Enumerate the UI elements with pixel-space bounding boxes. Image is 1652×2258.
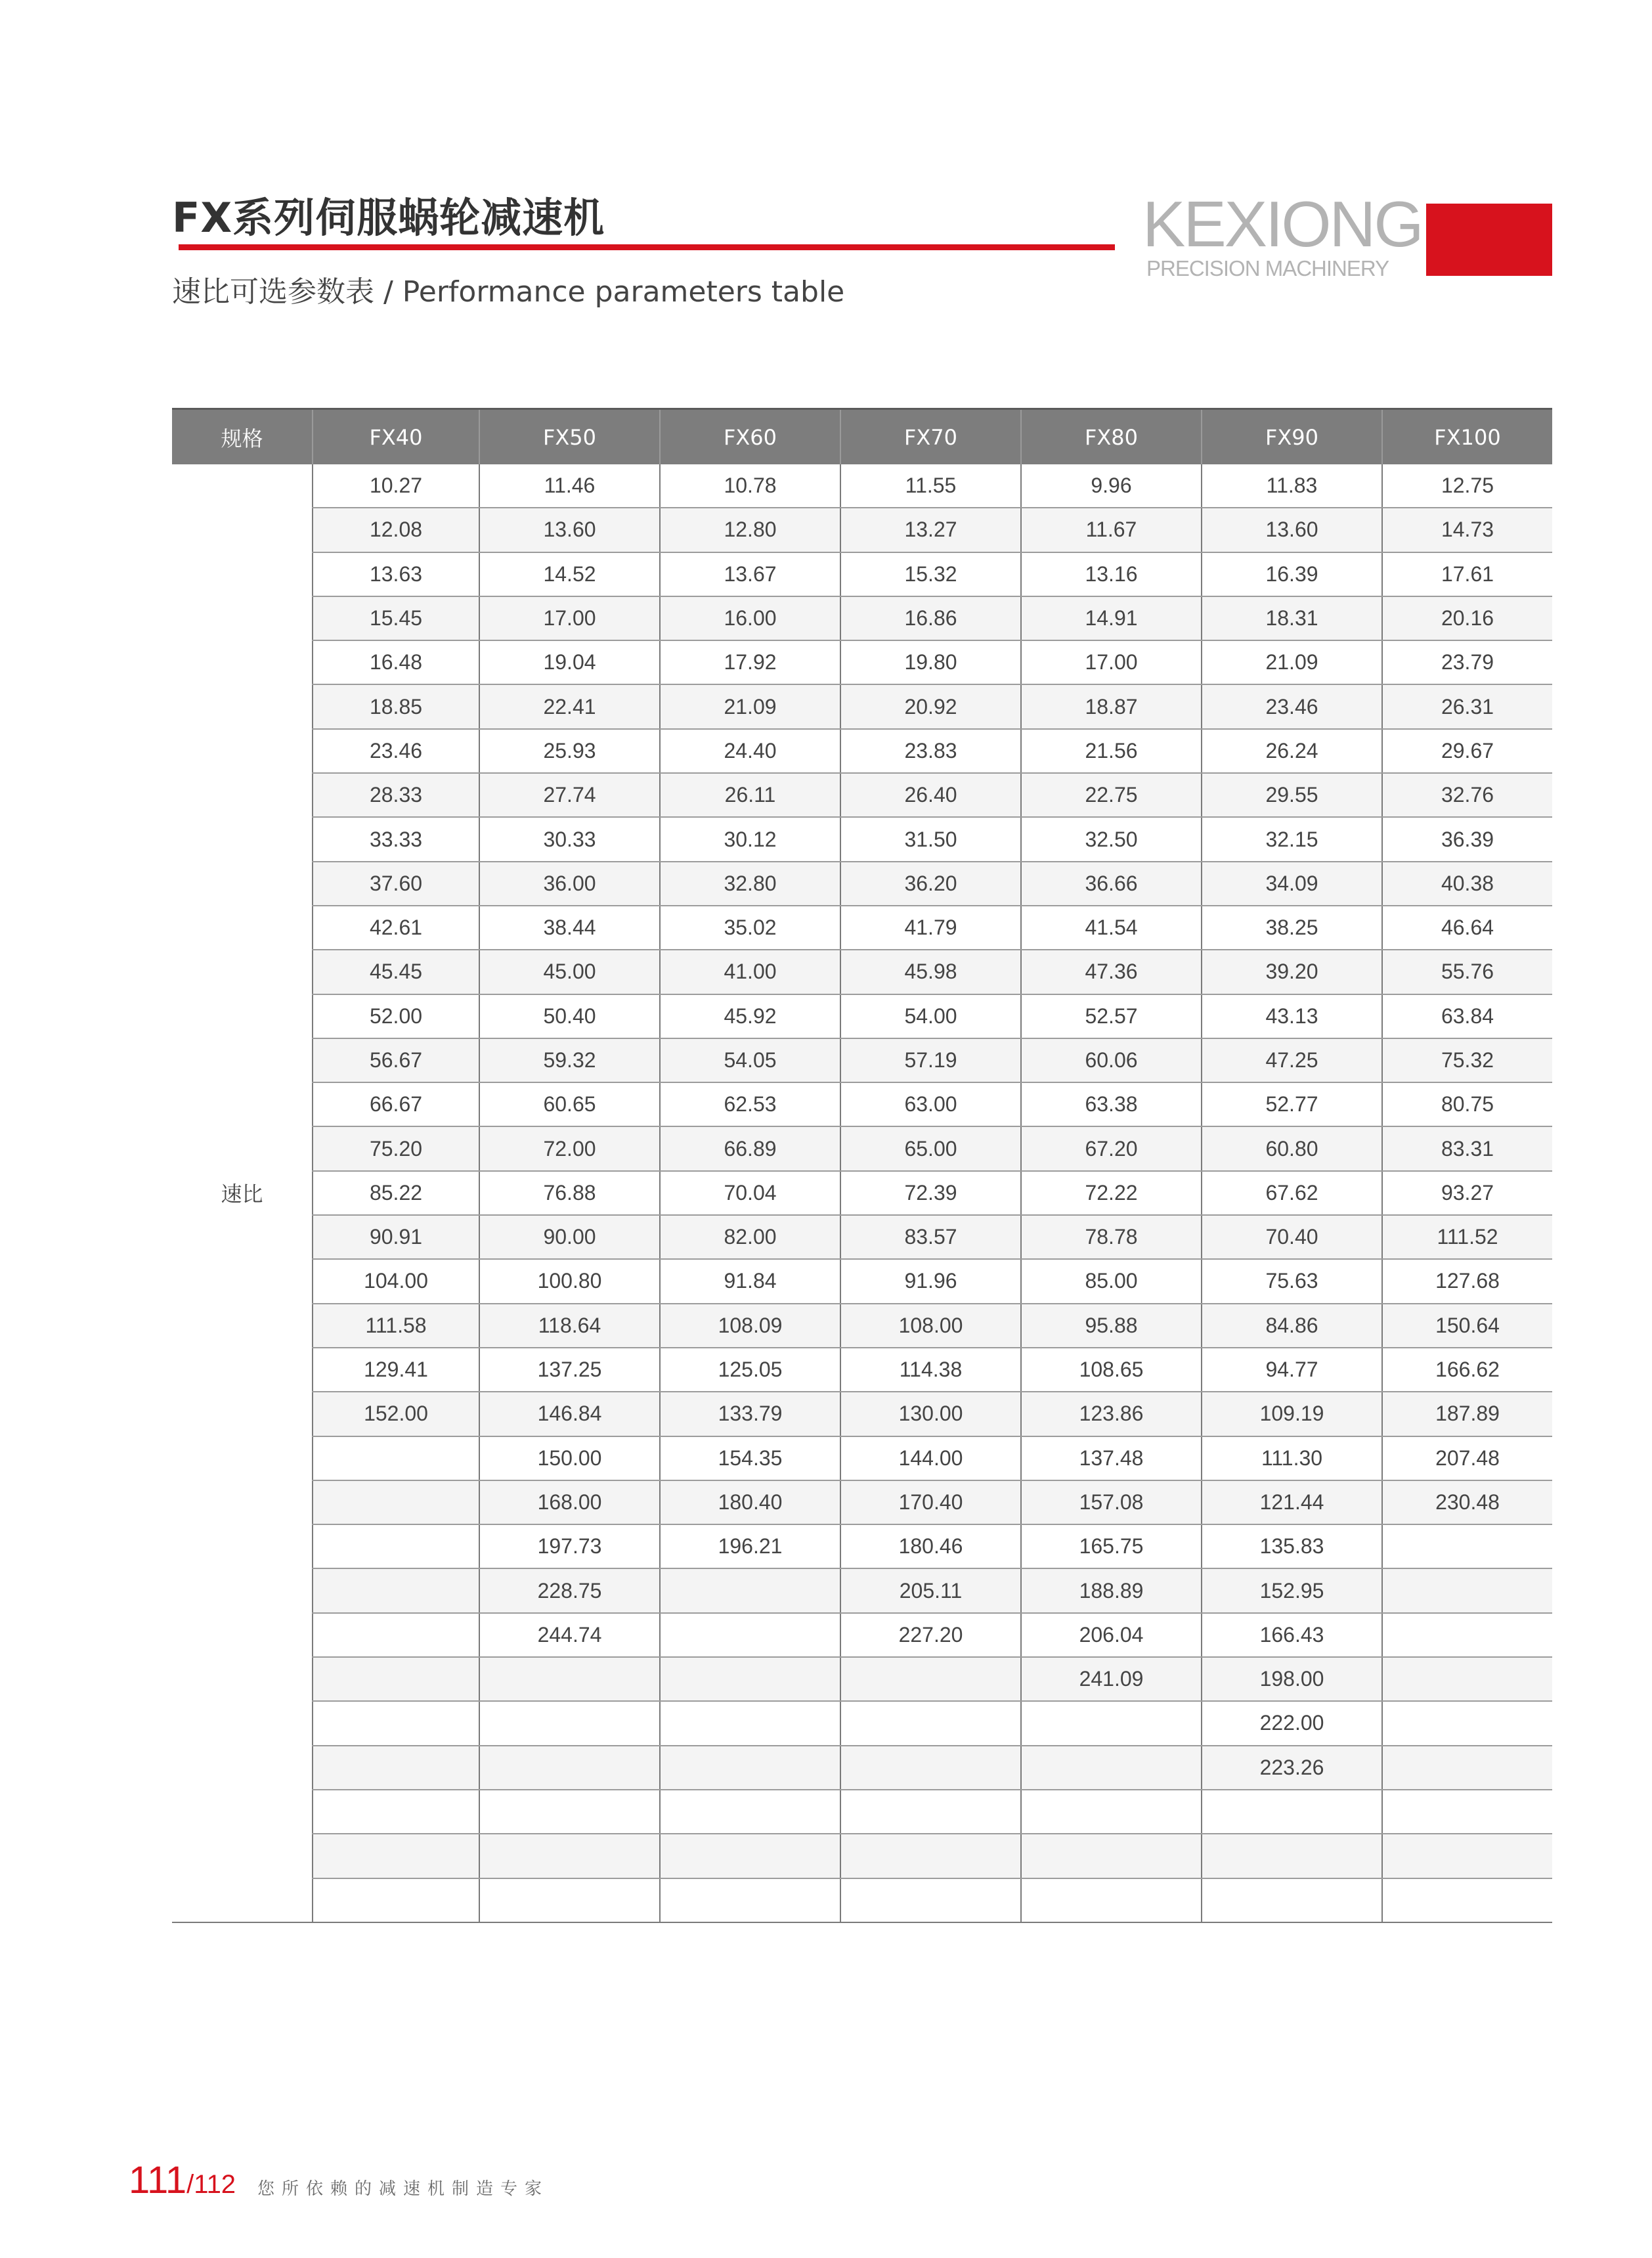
table-cell bbox=[660, 1790, 840, 1834]
table-cell: 54.00 bbox=[840, 994, 1021, 1038]
header-cell-fx50: FX50 bbox=[479, 409, 660, 465]
table-row bbox=[172, 1436, 1552, 1480]
table-cell: 129.41 bbox=[313, 1348, 479, 1392]
table-row bbox=[172, 1790, 1552, 1834]
table-cell: 170.40 bbox=[840, 1480, 1021, 1524]
table-cell: 54.05 bbox=[660, 1038, 840, 1082]
table-cell: 111.52 bbox=[1382, 1215, 1552, 1259]
table-cell bbox=[313, 1524, 479, 1568]
table-cell: 14.73 bbox=[1382, 508, 1552, 552]
table-cell: 22.41 bbox=[479, 684, 660, 728]
table-row bbox=[172, 1126, 1552, 1170]
table-cell bbox=[840, 1790, 1021, 1834]
table-cell: 146.84 bbox=[479, 1392, 660, 1436]
table-cell: 205.11 bbox=[840, 1568, 1021, 1612]
table-cell bbox=[479, 1746, 660, 1790]
table-row bbox=[172, 1082, 1552, 1126]
table-cell bbox=[479, 1701, 660, 1745]
table-cell: 16.00 bbox=[660, 596, 840, 640]
table-cell: 30.33 bbox=[479, 817, 660, 861]
table-cell: 45.98 bbox=[840, 950, 1021, 994]
table-row bbox=[172, 1304, 1552, 1348]
table-row bbox=[172, 1701, 1552, 1745]
table-cell: 17.00 bbox=[479, 596, 660, 640]
table-cell bbox=[660, 1701, 840, 1745]
table-header-row bbox=[172, 409, 1552, 465]
table-cell: 18.31 bbox=[1202, 596, 1382, 640]
header-cell-fx80: FX80 bbox=[1021, 409, 1202, 465]
table-row bbox=[172, 1568, 1552, 1612]
table-cell: 41.54 bbox=[1021, 906, 1202, 950]
table-cell: 12.75 bbox=[1382, 464, 1552, 508]
table-cell: 11.67 bbox=[1021, 508, 1202, 552]
table-cell: 47.36 bbox=[1021, 950, 1202, 994]
table-cell: 17.92 bbox=[660, 640, 840, 684]
table-cell: 17.61 bbox=[1382, 552, 1552, 596]
table-cell: 206.04 bbox=[1021, 1613, 1202, 1657]
table-cell: 10.78 bbox=[660, 464, 840, 508]
table-cell: 32.76 bbox=[1382, 773, 1552, 817]
table-cell: 150.00 bbox=[479, 1436, 660, 1480]
table-cell: 20.92 bbox=[840, 684, 1021, 728]
table-cell bbox=[1382, 1568, 1552, 1612]
table-cell: 36.20 bbox=[840, 862, 1021, 906]
table-cell: 70.04 bbox=[660, 1171, 840, 1215]
table-cell: 40.38 bbox=[1382, 862, 1552, 906]
table-cell: 37.60 bbox=[313, 862, 479, 906]
table-cell: 166.62 bbox=[1382, 1348, 1552, 1392]
table-cell: 108.65 bbox=[1021, 1348, 1202, 1392]
table-cell bbox=[479, 1790, 660, 1834]
table-cell bbox=[1021, 1701, 1202, 1745]
table-row bbox=[172, 508, 1552, 552]
page-subtitle: 速比可选参数表 / Performance parameters table bbox=[172, 275, 845, 309]
table-cell: 15.32 bbox=[840, 552, 1021, 596]
table-row bbox=[172, 1038, 1552, 1082]
table-cell: 72.00 bbox=[479, 1126, 660, 1170]
table-row bbox=[172, 994, 1552, 1038]
table-row bbox=[172, 1657, 1552, 1701]
table-cell: 83.57 bbox=[840, 1215, 1021, 1259]
table-cell: 38.44 bbox=[479, 906, 660, 950]
table-cell: 31.50 bbox=[840, 817, 1021, 861]
brand-tagline: PRECISION MACHINERY bbox=[1146, 256, 1389, 280]
table-cell: 108.00 bbox=[840, 1304, 1021, 1348]
table-cell: 18.85 bbox=[313, 684, 479, 728]
table-cell: 241.09 bbox=[1021, 1657, 1202, 1701]
table-cell: 24.40 bbox=[660, 729, 840, 773]
table-cell: 32.15 bbox=[1202, 817, 1382, 861]
table-cell: 42.61 bbox=[313, 906, 479, 950]
table-cell: 21.09 bbox=[1202, 640, 1382, 684]
table-cell: 12.08 bbox=[313, 508, 479, 552]
table-cell: 70.40 bbox=[1202, 1215, 1382, 1259]
table-cell: 227.20 bbox=[840, 1613, 1021, 1657]
table-row bbox=[172, 906, 1552, 950]
table-cell: 52.77 bbox=[1202, 1082, 1382, 1126]
table-cell: 26.31 bbox=[1382, 684, 1552, 728]
table-cell bbox=[313, 1657, 479, 1701]
table-cell bbox=[840, 1701, 1021, 1745]
table-cell: 230.48 bbox=[1382, 1480, 1552, 1524]
table-row bbox=[172, 862, 1552, 906]
table-cell: 18.87 bbox=[1021, 684, 1202, 728]
table-cell: 152.00 bbox=[313, 1392, 479, 1436]
page-number bbox=[129, 2158, 236, 2202]
table-cell: 95.88 bbox=[1021, 1304, 1202, 1348]
table-cell: 9.96 bbox=[1021, 464, 1202, 508]
table-cell: 32.50 bbox=[1021, 817, 1202, 861]
table-cell: 84.86 bbox=[1202, 1304, 1382, 1348]
row-label-ratio: 速比 bbox=[172, 464, 313, 1922]
table-cell bbox=[1021, 1878, 1202, 1922]
table-cell bbox=[1382, 1790, 1552, 1834]
header-cell-fx90: FX90 bbox=[1202, 409, 1382, 465]
table-cell: 75.20 bbox=[313, 1126, 479, 1170]
table-row bbox=[172, 1171, 1552, 1215]
table-cell: 91.84 bbox=[660, 1259, 840, 1303]
table-cell bbox=[313, 1878, 479, 1922]
table-cell: 10.27 bbox=[313, 464, 479, 508]
table-row bbox=[172, 1613, 1552, 1657]
table-cell: 222.00 bbox=[1202, 1701, 1382, 1745]
table-cell bbox=[1021, 1790, 1202, 1834]
table-cell: 13.16 bbox=[1021, 552, 1202, 596]
table-cell: 50.40 bbox=[479, 994, 660, 1038]
brand-red-block bbox=[1426, 204, 1552, 276]
table-cell: 152.95 bbox=[1202, 1568, 1382, 1612]
table-row bbox=[172, 773, 1552, 817]
table-cell bbox=[840, 1878, 1021, 1922]
table-cell: 244.74 bbox=[479, 1613, 660, 1657]
table-cell: 60.65 bbox=[479, 1082, 660, 1126]
table-cell: 72.22 bbox=[1021, 1171, 1202, 1215]
table-cell bbox=[1202, 1790, 1382, 1834]
table-cell: 60.80 bbox=[1202, 1126, 1382, 1170]
table-cell bbox=[479, 1657, 660, 1701]
table-cell: 75.63 bbox=[1202, 1259, 1382, 1303]
table-cell: 66.67 bbox=[313, 1082, 479, 1126]
table-cell: 80.75 bbox=[1382, 1082, 1552, 1126]
title-underline bbox=[179, 244, 1115, 250]
table-cell: 62.53 bbox=[660, 1082, 840, 1126]
table-row bbox=[172, 640, 1552, 684]
table-cell: 29.67 bbox=[1382, 729, 1552, 773]
table-cell: 17.00 bbox=[1021, 640, 1202, 684]
header-cell-fx100: FX100 bbox=[1382, 409, 1552, 465]
table-cell: 180.46 bbox=[840, 1524, 1021, 1568]
table-cell: 130.00 bbox=[840, 1392, 1021, 1436]
table-cell: 16.86 bbox=[840, 596, 1021, 640]
table-cell: 108.09 bbox=[660, 1304, 840, 1348]
table-cell: 13.27 bbox=[840, 508, 1021, 552]
table-cell: 38.25 bbox=[1202, 906, 1382, 950]
table-cell: 137.25 bbox=[479, 1348, 660, 1392]
table-cell: 25.93 bbox=[479, 729, 660, 773]
table-cell: 16.48 bbox=[313, 640, 479, 684]
table-cell: 47.25 bbox=[1202, 1038, 1382, 1082]
table-cell bbox=[1202, 1834, 1382, 1878]
table-cell bbox=[660, 1878, 840, 1922]
table-cell bbox=[840, 1834, 1021, 1878]
table-cell: 94.77 bbox=[1202, 1348, 1382, 1392]
table-cell: 28.33 bbox=[313, 773, 479, 817]
table-cell: 12.80 bbox=[660, 508, 840, 552]
table-cell bbox=[660, 1746, 840, 1790]
table-cell bbox=[313, 1834, 479, 1878]
table-cell: 13.63 bbox=[313, 552, 479, 596]
table-cell: 23.46 bbox=[1202, 684, 1382, 728]
table-cell: 67.20 bbox=[1021, 1126, 1202, 1170]
table-cell: 188.89 bbox=[1021, 1568, 1202, 1612]
table-cell: 23.79 bbox=[1382, 640, 1552, 684]
table-row bbox=[172, 1480, 1552, 1524]
table-cell: 63.00 bbox=[840, 1082, 1021, 1126]
table-cell: 60.06 bbox=[1021, 1038, 1202, 1082]
table-cell bbox=[313, 1613, 479, 1657]
table-cell: 26.24 bbox=[1202, 729, 1382, 773]
table-cell bbox=[313, 1568, 479, 1612]
table-cell: 85.00 bbox=[1021, 1259, 1202, 1303]
table-cell: 85.22 bbox=[313, 1171, 479, 1215]
table-cell: 15.45 bbox=[313, 596, 479, 640]
table-cell: 93.27 bbox=[1382, 1171, 1552, 1215]
table-cell: 114.38 bbox=[840, 1348, 1021, 1392]
table-cell: 55.76 bbox=[1382, 950, 1552, 994]
table-cell: 72.39 bbox=[840, 1171, 1021, 1215]
table-cell: 111.58 bbox=[313, 1304, 479, 1348]
table-cell: 13.60 bbox=[1202, 508, 1382, 552]
table-cell: 187.89 bbox=[1382, 1392, 1552, 1436]
table-cell: 14.52 bbox=[479, 552, 660, 596]
table-cell: 82.00 bbox=[660, 1215, 840, 1259]
table-cell: 45.45 bbox=[313, 950, 479, 994]
table-cell: 36.39 bbox=[1382, 817, 1552, 861]
page-total: /112 bbox=[186, 2170, 236, 2199]
table-cell: 154.35 bbox=[660, 1436, 840, 1480]
table-cell: 29.55 bbox=[1202, 773, 1382, 817]
table-cell: 56.67 bbox=[313, 1038, 479, 1082]
table-cell bbox=[660, 1657, 840, 1701]
table-row bbox=[172, 729, 1552, 773]
table-row bbox=[172, 1392, 1552, 1436]
table-cell bbox=[479, 1834, 660, 1878]
table-row bbox=[172, 1524, 1552, 1568]
table-cell: 19.04 bbox=[479, 640, 660, 684]
table-cell: 23.46 bbox=[313, 729, 479, 773]
table-row bbox=[172, 596, 1552, 640]
table-cell: 109.19 bbox=[1202, 1392, 1382, 1436]
table-cell bbox=[840, 1746, 1021, 1790]
table-cell: 57.19 bbox=[840, 1038, 1021, 1082]
page-current: 111 bbox=[129, 2159, 187, 2202]
table-row bbox=[172, 552, 1552, 596]
table-cell: 21.56 bbox=[1021, 729, 1202, 773]
table-cell: 19.80 bbox=[840, 640, 1021, 684]
table-cell: 14.91 bbox=[1021, 596, 1202, 640]
table-cell: 11.83 bbox=[1202, 464, 1382, 508]
table-cell: 45.00 bbox=[479, 950, 660, 994]
table-cell: 180.40 bbox=[660, 1480, 840, 1524]
table-cell bbox=[1382, 1657, 1552, 1701]
table-cell: 197.73 bbox=[479, 1524, 660, 1568]
table-cell: 43.13 bbox=[1202, 994, 1382, 1038]
table-cell: 36.66 bbox=[1021, 862, 1202, 906]
table-cell: 104.00 bbox=[313, 1259, 479, 1303]
table-cell: 23.83 bbox=[840, 729, 1021, 773]
table-cell: 65.00 bbox=[840, 1126, 1021, 1170]
table-cell: 118.64 bbox=[479, 1304, 660, 1348]
table-cell: 63.38 bbox=[1021, 1082, 1202, 1126]
table-cell: 45.92 bbox=[660, 994, 840, 1038]
header-cell-fx40: FX40 bbox=[313, 409, 479, 465]
table-cell: 165.75 bbox=[1021, 1524, 1202, 1568]
table-row bbox=[172, 1215, 1552, 1259]
table-cell: 123.86 bbox=[1021, 1392, 1202, 1436]
table-cell: 26.11 bbox=[660, 773, 840, 817]
table-row bbox=[172, 950, 1552, 994]
table-row bbox=[172, 1878, 1552, 1922]
table-cell: 46.64 bbox=[1382, 906, 1552, 950]
page-title: FX系列伺服蜗轮减速机 bbox=[172, 194, 605, 242]
table-cell: 33.33 bbox=[313, 817, 479, 861]
table-cell: 66.89 bbox=[660, 1126, 840, 1170]
table-cell bbox=[660, 1834, 840, 1878]
table-cell bbox=[313, 1790, 479, 1834]
table-cell: 78.78 bbox=[1021, 1215, 1202, 1259]
table-cell: 223.26 bbox=[1202, 1746, 1382, 1790]
table-cell: 36.00 bbox=[479, 862, 660, 906]
table-cell: 41.79 bbox=[840, 906, 1021, 950]
table-cell bbox=[1382, 1613, 1552, 1657]
table-cell: 133.79 bbox=[660, 1392, 840, 1436]
table-cell bbox=[313, 1746, 479, 1790]
table-cell: 75.32 bbox=[1382, 1038, 1552, 1082]
table-cell: 13.67 bbox=[660, 552, 840, 596]
table-cell: 207.48 bbox=[1382, 1436, 1552, 1480]
table-cell bbox=[479, 1878, 660, 1922]
table-cell: 27.74 bbox=[479, 773, 660, 817]
table-row bbox=[172, 817, 1552, 861]
header-cell-fx60: FX60 bbox=[660, 409, 840, 465]
table-cell bbox=[1382, 1878, 1552, 1922]
table-cell: 150.64 bbox=[1382, 1304, 1552, 1348]
table-cell: 52.57 bbox=[1021, 994, 1202, 1038]
table-cell bbox=[313, 1436, 479, 1480]
table-cell: 198.00 bbox=[1202, 1657, 1382, 1701]
table-cell bbox=[1382, 1701, 1552, 1745]
table-cell: 121.44 bbox=[1202, 1480, 1382, 1524]
table-cell bbox=[660, 1568, 840, 1612]
table-cell bbox=[840, 1657, 1021, 1701]
table-cell: 11.55 bbox=[840, 464, 1021, 508]
table-cell: 32.80 bbox=[660, 862, 840, 906]
header-cell-fx70: FX70 bbox=[840, 409, 1021, 465]
table-cell: 30.12 bbox=[660, 817, 840, 861]
table-cell: 13.60 bbox=[479, 508, 660, 552]
table-cell: 20.16 bbox=[1382, 596, 1552, 640]
table-cell bbox=[1382, 1524, 1552, 1568]
table-cell: 157.08 bbox=[1021, 1480, 1202, 1524]
table-cell: 16.39 bbox=[1202, 552, 1382, 596]
ratio-parameters-table bbox=[172, 408, 1552, 1923]
table-cell: 125.05 bbox=[660, 1348, 840, 1392]
table-cell: 83.31 bbox=[1382, 1126, 1552, 1170]
header-cell-spec: 规格 bbox=[172, 409, 313, 465]
footer-slogan: 您所依赖的减速机制造专家 bbox=[257, 2179, 550, 2199]
table-cell: 100.80 bbox=[479, 1259, 660, 1303]
table-cell: 39.20 bbox=[1202, 950, 1382, 994]
table-cell bbox=[1382, 1746, 1552, 1790]
table-cell bbox=[313, 1480, 479, 1524]
table-cell: 111.30 bbox=[1202, 1436, 1382, 1480]
table-cell: 63.84 bbox=[1382, 994, 1552, 1038]
table-cell bbox=[1382, 1834, 1552, 1878]
table-row bbox=[172, 464, 1552, 508]
table-row bbox=[172, 1746, 1552, 1790]
table-cell: 59.32 bbox=[479, 1038, 660, 1082]
table-cell: 41.00 bbox=[660, 950, 840, 994]
table-cell: 196.21 bbox=[660, 1524, 840, 1568]
table-cell bbox=[1021, 1746, 1202, 1790]
table-cell: 135.83 bbox=[1202, 1524, 1382, 1568]
table-cell: 76.88 bbox=[479, 1171, 660, 1215]
table-row bbox=[172, 1259, 1552, 1303]
table-cell: 137.48 bbox=[1021, 1436, 1202, 1480]
table-cell: 35.02 bbox=[660, 906, 840, 950]
table-row bbox=[172, 1348, 1552, 1392]
table-cell: 90.91 bbox=[313, 1215, 479, 1259]
table-cell: 228.75 bbox=[479, 1568, 660, 1612]
table-cell: 91.96 bbox=[840, 1259, 1021, 1303]
table-cell: 26.40 bbox=[840, 773, 1021, 817]
table-row bbox=[172, 1834, 1552, 1878]
table-cell bbox=[313, 1701, 479, 1745]
table-cell bbox=[660, 1613, 840, 1657]
table-row bbox=[172, 684, 1552, 728]
table-cell: 67.62 bbox=[1202, 1171, 1382, 1215]
table-cell bbox=[1021, 1834, 1202, 1878]
table-cell: 52.00 bbox=[313, 994, 479, 1038]
brand-logo-text: KEXIONG bbox=[1142, 188, 1422, 260]
table-cell: 11.46 bbox=[479, 464, 660, 508]
table-cell bbox=[1202, 1878, 1382, 1922]
table-cell: 21.09 bbox=[660, 684, 840, 728]
table-cell: 22.75 bbox=[1021, 773, 1202, 817]
table-cell: 168.00 bbox=[479, 1480, 660, 1524]
table-cell: 144.00 bbox=[840, 1436, 1021, 1480]
table-cell: 90.00 bbox=[479, 1215, 660, 1259]
table-cell: 166.43 bbox=[1202, 1613, 1382, 1657]
table-cell: 127.68 bbox=[1382, 1259, 1552, 1303]
table-cell: 34.09 bbox=[1202, 862, 1382, 906]
